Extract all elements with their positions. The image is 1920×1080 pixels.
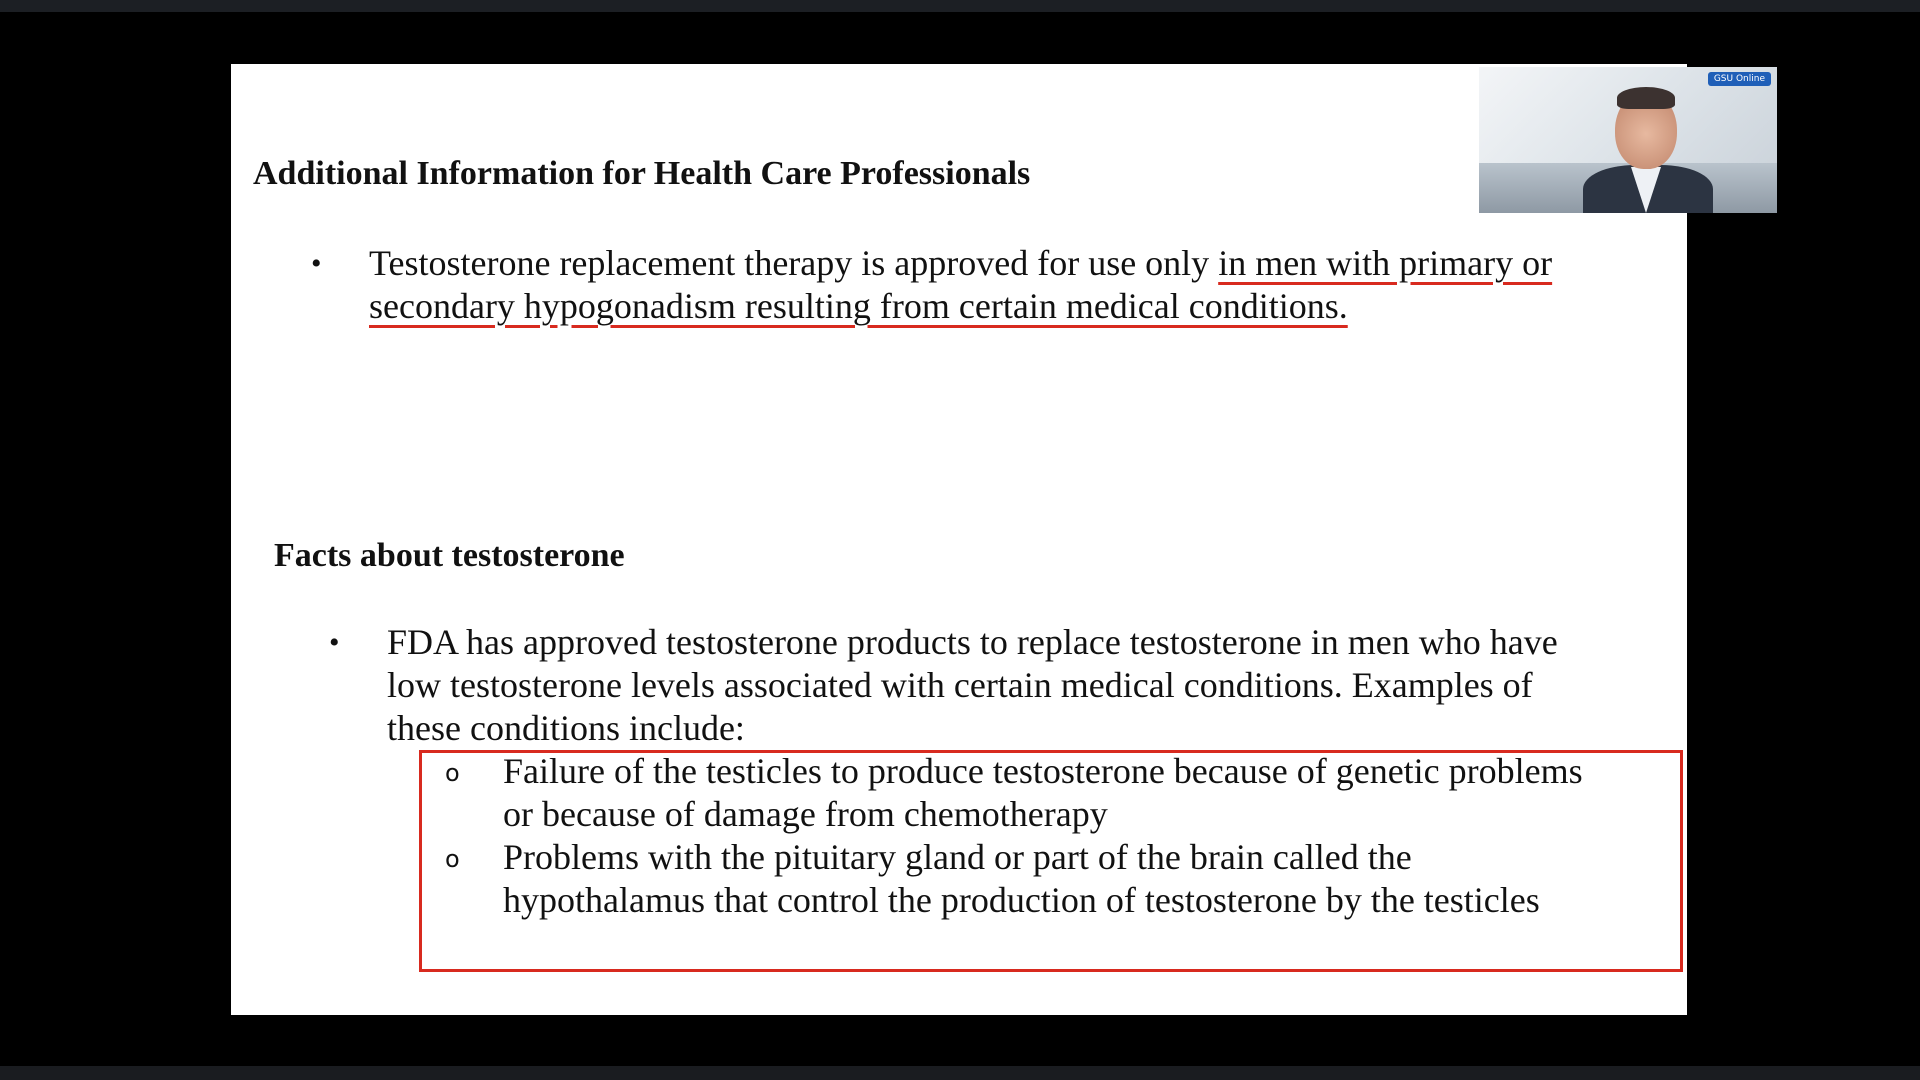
bullet-text	[387, 621, 1558, 750]
hollow-circle-bullet-icon: o	[445, 845, 460, 873]
bullet-dot-icon: •	[311, 247, 322, 280]
bottom-bar	[0, 1066, 1920, 1080]
subbullet-line-1: Problems with the pituitary gland or part of the brain called the	[503, 837, 1412, 877]
subbullet-text	[503, 836, 1540, 922]
bullet-dot-icon: •	[329, 626, 340, 659]
subbullet-line-2: or because of damage from chemotherapy	[503, 794, 1108, 834]
webcam-badge: GSU Online	[1708, 72, 1771, 86]
bullet-line-1: FDA has approved testosterone products to replace testosterone in men who have	[387, 622, 1558, 662]
subbullet-text	[503, 750, 1583, 836]
presenter-webcam-thumbnail[interactable]	[1479, 67, 1777, 213]
bullet-line-3: these conditions include:	[387, 708, 745, 748]
slide-heading-facts: Facts about testosterone	[274, 537, 625, 574]
plain-text: Testosterone replacement therapy is approved for use only	[369, 243, 1219, 283]
presentation-slide	[231, 64, 1687, 1015]
red-underlined-text: in men with primary or	[1218, 243, 1553, 283]
bullet-line-2: low testosterone levels associated with certain medical conditions. Examples of	[387, 665, 1533, 705]
hollow-circle-bullet-icon: o	[445, 759, 460, 787]
slide-heading-professionals: Additional Information for Health Care Professionals	[253, 155, 1031, 192]
red-underlined-text: secondary hypogonadism resulting from certain medical conditions.	[369, 286, 1348, 326]
subbullet-line-2: hypothalamus that control the production of testosterone by the testicles	[503, 880, 1540, 920]
bullet-line-1	[369, 242, 1552, 285]
bullet-text	[369, 242, 1552, 328]
bullet-line-2	[369, 285, 1552, 328]
top-bar	[0, 0, 1920, 12]
presenter-hair	[1617, 87, 1675, 109]
subbullet-line-1: Failure of the testicles to produce testosterone because of genetic problems	[503, 751, 1583, 791]
